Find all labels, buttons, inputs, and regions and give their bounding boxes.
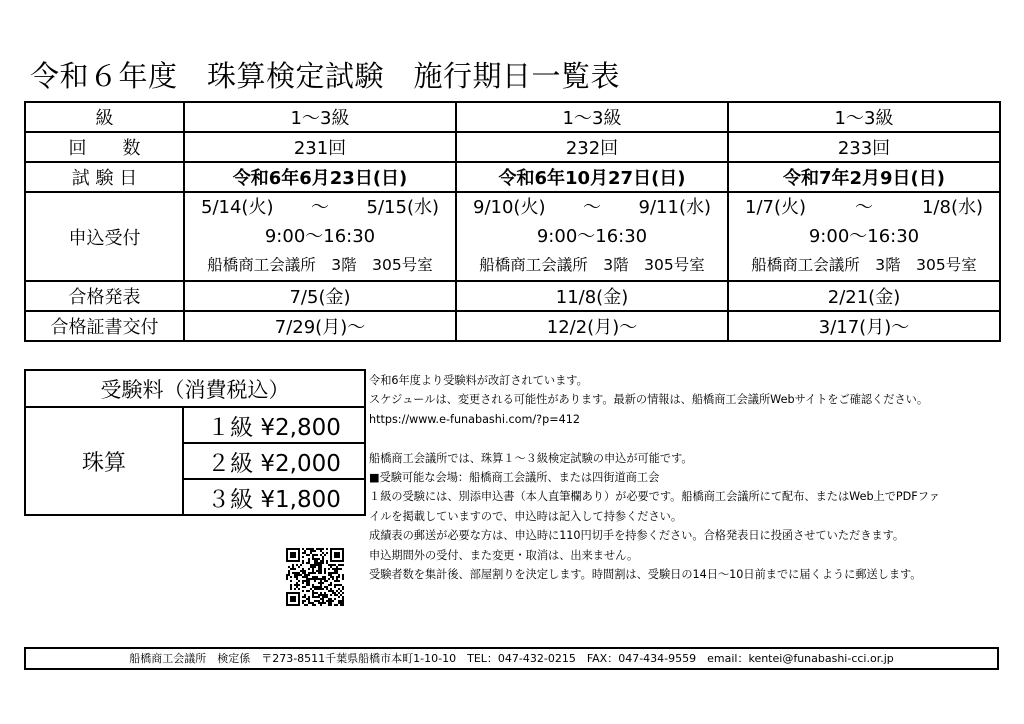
certificate-cell: 12/2(月)～ bbox=[456, 311, 728, 341]
apply-place: 船橋商工会議所 3階 305号室 bbox=[479, 256, 705, 274]
application-period bbox=[457, 193, 727, 222]
grade-cell: 1～3級 bbox=[728, 102, 1000, 132]
result-cell: 11/8(金) bbox=[456, 281, 728, 311]
round-cell: 233回 bbox=[728, 132, 1000, 162]
note-line: １級の受験には、別添申込書（本人直筆欄あり）が必要です。船橋商工会議所にて配布、またはWeb上でPDFファ bbox=[369, 490, 940, 504]
fee-row: ２級 ¥2,000 bbox=[183, 443, 365, 479]
apply-time: 9:00～16:30 bbox=[536, 226, 648, 247]
exam-date-cell: 令和6年6月23日(日) bbox=[184, 162, 456, 192]
table-row bbox=[25, 102, 1000, 132]
application-cell bbox=[728, 192, 1000, 281]
apply-separator: ～ bbox=[583, 197, 601, 218]
apply-from: 9/10(火) bbox=[473, 197, 546, 218]
table-row bbox=[25, 311, 1000, 341]
fee-row: １級 ¥2,800 bbox=[183, 407, 365, 443]
schedule-table bbox=[24, 101, 1001, 342]
note-link[interactable]: https://www.e-funabashi.com/?p=412 bbox=[369, 412, 580, 426]
result-cell: 2/21(金) bbox=[728, 281, 1000, 311]
apply-to: 9/11(水) bbox=[638, 197, 711, 218]
table-row bbox=[25, 192, 1000, 281]
note-line: スケジュールは、変更される可能性があります。最新の情報は、船橋商工会議所Webサイトをご確認ください。 bbox=[369, 393, 929, 407]
certificate-cell: 3/17(月)～ bbox=[728, 311, 1000, 341]
fee-row: ３級 ¥1,800 bbox=[183, 479, 365, 515]
page-title: 令和６年度 珠算検定試験 施行期日一覧表 bbox=[30, 59, 621, 93]
notes bbox=[369, 371, 1009, 584]
apply-from: 1/7(火) bbox=[745, 197, 807, 218]
apply-place: 船橋商工会議所 3階 305号室 bbox=[751, 256, 977, 274]
exam-date-cell: 令和6年10月27日(日) bbox=[456, 162, 728, 192]
fee-table bbox=[24, 369, 366, 516]
row-label-result: 合格発表 bbox=[25, 281, 184, 311]
row-label-grade: 級 bbox=[25, 102, 184, 132]
note-line: 令和6年度より受験料が改訂されています。 bbox=[369, 374, 588, 387]
application-cell bbox=[456, 192, 728, 281]
table-row bbox=[25, 162, 1000, 192]
note-line: 成績表の郵送が必要な方は、申込時に110円切手を持参ください。合格発表日に投函させていただきます。 bbox=[369, 529, 905, 543]
round-cell: 232回 bbox=[456, 132, 728, 162]
row-label-round: 回 数 bbox=[25, 132, 184, 162]
exam-date-cell: 令和7年2月9日(日) bbox=[728, 162, 1000, 192]
apply-separator: ～ bbox=[311, 197, 329, 218]
apply-to: 5/15(水) bbox=[366, 197, 439, 218]
application-period bbox=[729, 193, 999, 222]
application-period bbox=[185, 193, 455, 222]
result-cell: 7/5(金) bbox=[184, 281, 456, 311]
application-cell bbox=[184, 192, 456, 281]
row-label-exam-date: 試 験 日 bbox=[25, 162, 184, 192]
apply-to: 1/8(水) bbox=[921, 197, 983, 218]
note-line: イルを掲載していますので、申込時は記入して持参ください。 bbox=[369, 509, 683, 523]
footer-contact: 船橋商工会議所 検定係 〒273-8511千葉県船橋市本町1-10-10 TEL：047-432-0215 FAX：047-434-9559 email：kentei@funabashi-cci.or.jp bbox=[24, 647, 999, 670]
row-label-application: 申込受付 bbox=[25, 192, 184, 281]
apply-place: 船橋商工会議所 3階 305号室 bbox=[207, 256, 433, 274]
row-label-certificate: 合格証書交付 bbox=[25, 311, 184, 341]
note-spacer bbox=[369, 429, 1009, 448]
apply-separator: ～ bbox=[855, 197, 873, 218]
apply-from: 5/14(火) bbox=[201, 197, 274, 218]
note-line: ■受験可能な会場：船橋商工会議所、または四街道商工会 bbox=[369, 471, 660, 485]
grade-cell: 1～3級 bbox=[456, 102, 728, 132]
apply-time: 9:00～16:30 bbox=[808, 226, 920, 247]
table-row bbox=[25, 281, 1000, 311]
qr-code-icon bbox=[286, 548, 344, 606]
grade-cell: 1～3級 bbox=[184, 102, 456, 132]
note-line: 船橋商工会議所では、珠算１～３級検定試験の申込が可能です。 bbox=[369, 451, 693, 465]
fee-heading: 受験料（消費税込） bbox=[25, 370, 365, 407]
fee-subject: 珠算 bbox=[25, 407, 183, 515]
table-row bbox=[25, 132, 1000, 162]
note-line: 受験者数を集計後、部屋割りを決定します。時間割は、受験日の14日～10日前までに届くように郵送します。 bbox=[369, 568, 922, 582]
certificate-cell: 7/29(月)～ bbox=[184, 311, 456, 341]
note-line: 申込期間外の受付、また変更・取消は、出来ません。 bbox=[369, 548, 639, 562]
apply-time: 9:00～16:30 bbox=[264, 226, 376, 247]
round-cell: 231回 bbox=[184, 132, 456, 162]
